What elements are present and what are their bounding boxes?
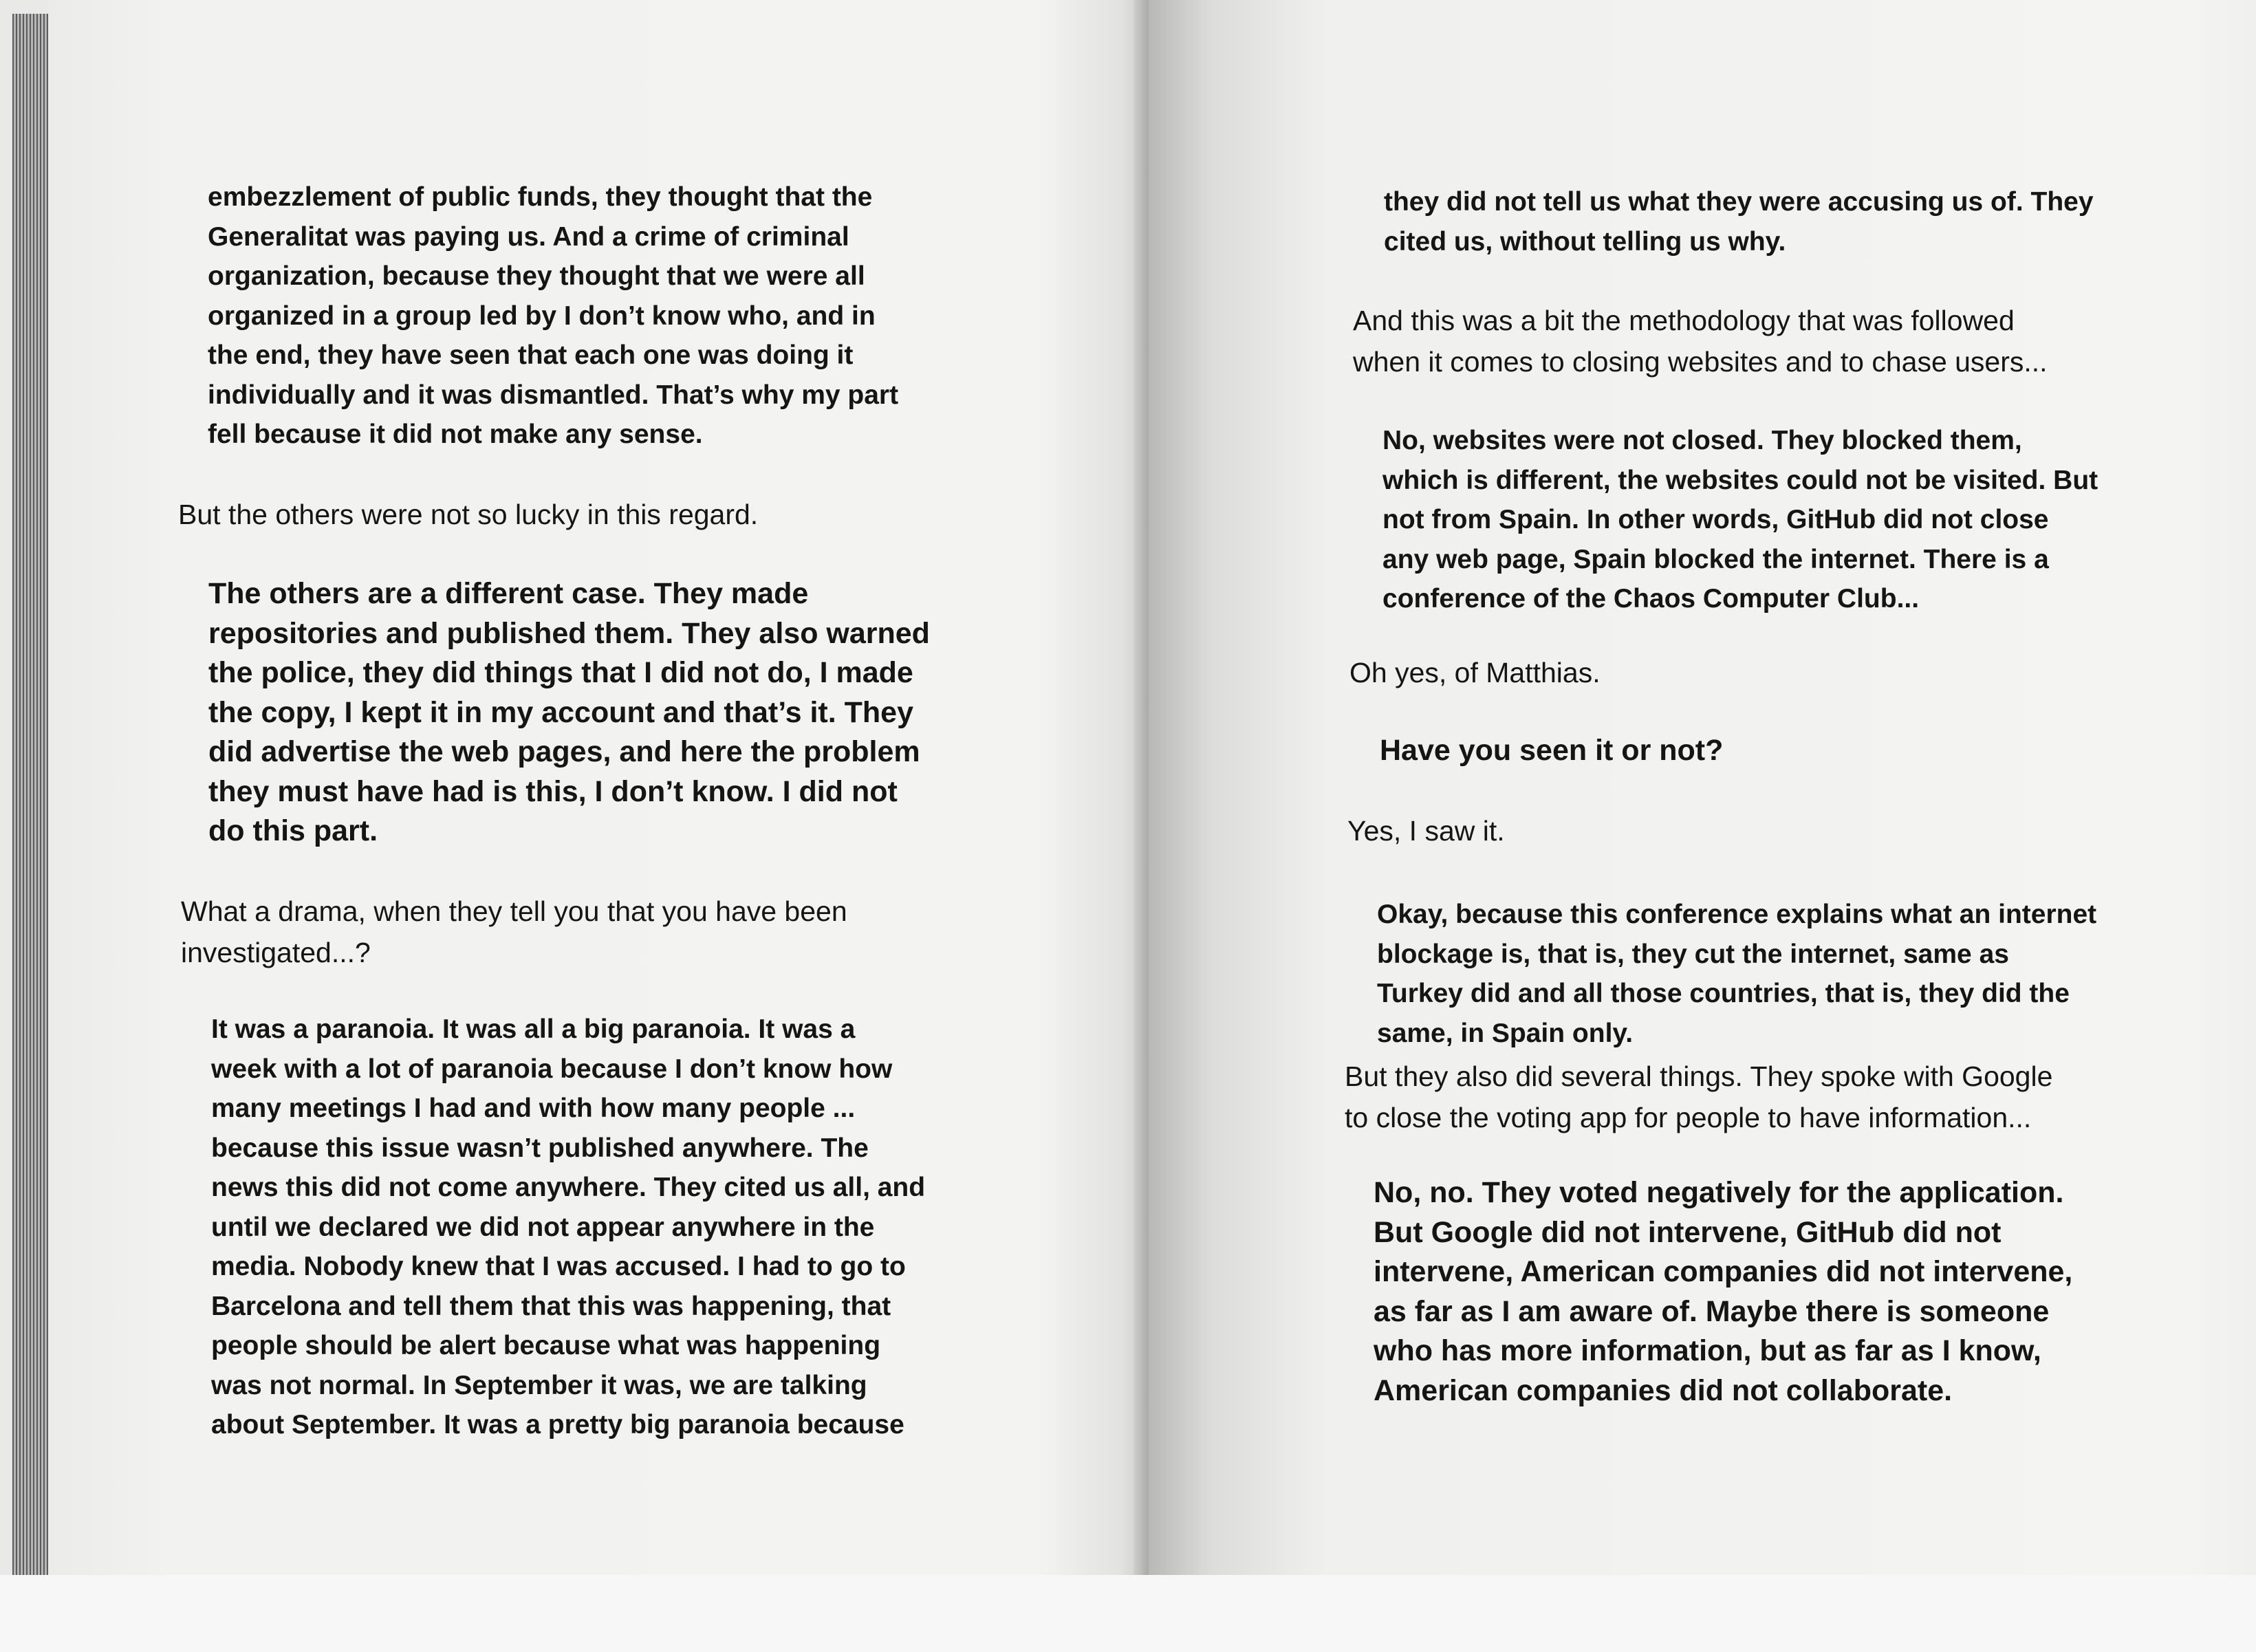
- text-line: Turkey did and all those countries, that is, they did the: [1377, 979, 2070, 1008]
- scan-background: [0, 1575, 2256, 1652]
- text-line: about September. It was a pretty big paranoia because: [211, 1410, 904, 1439]
- text-line: Oh yes, of Matthias.: [1349, 657, 1601, 688]
- question-paragraph: [181, 891, 847, 973]
- right-page-text: [1149, 0, 2256, 1575]
- text-line: blockage is, that is, they cut the internet, same as: [1377, 939, 2009, 969]
- text-line: Barcelona and tell them that this was happening, that: [211, 1291, 891, 1321]
- text-line: was not normal. In September it was, we are talking: [211, 1370, 867, 1400]
- text-line: But Google did not intervene, GitHub did not: [1374, 1215, 2002, 1249]
- text-line: embezzlement of public funds, they thought that the: [208, 182, 873, 212]
- text-line: American companies did not collaborate.: [1374, 1373, 1953, 1407]
- text-line: the police, they did things that I did not do, I made: [208, 656, 913, 689]
- left-page: [48, 0, 1156, 1575]
- text-line: Yes, I saw it.: [1347, 815, 1505, 847]
- text-line: the copy, I kept it in my account and that’s it. They: [208, 695, 913, 729]
- text-line: as far as I am aware of. Maybe there is someone: [1374, 1294, 2050, 1328]
- text-line: many meetings I had and with how many people ...: [211, 1094, 856, 1123]
- text-line: And this was a bit the methodology that was followed: [1353, 305, 2015, 336]
- text-line: who has more information, but as far as I know,: [1374, 1334, 2041, 1367]
- text-line: But they also did several things. They spoke with Google: [1345, 1061, 2053, 1092]
- text-line: because this issue wasn’t published anywhere. The: [211, 1133, 869, 1163]
- question-paragraph: [1345, 1056, 2052, 1138]
- text-line: fell because it did not make any sense.: [208, 420, 703, 449]
- text-line: conference of the Chaos Computer Club...: [1382, 584, 1920, 613]
- question-paragraph: [1349, 652, 1601, 693]
- answer-paragraph: [208, 574, 930, 851]
- text-line: repositories and published them. They also warned: [208, 616, 930, 650]
- answer-paragraph: [1380, 731, 1723, 771]
- text-line: which is different, the websites could not be visited. But: [1382, 465, 2098, 495]
- text-line: the end, they have seen that each one was doing it: [208, 340, 854, 370]
- answer-paragraph: [1384, 182, 2094, 261]
- text-line: Okay, because this conference explains what an internet: [1377, 900, 2097, 929]
- text-line: It was a paranoia. It was all a big paranoia. It was a: [211, 1014, 856, 1044]
- text-line: any web page, Spain blocked the internet. There is a: [1382, 544, 2049, 574]
- answer-paragraph: [1377, 895, 2096, 1053]
- text-line: people should be alert because what was happening: [211, 1331, 881, 1360]
- text-line: media. Nobody knew that I was accused. I had to go to: [211, 1252, 906, 1281]
- question-paragraph: [1353, 300, 2048, 382]
- text-line: intervene, American companies did not intervene,: [1374, 1255, 2073, 1288]
- text-line: news this did not come anywhere. They cited us all, and: [211, 1173, 926, 1202]
- text-line: The others are a different case. They made: [208, 577, 809, 610]
- text-line: Generalitat was paying us. And a crime of criminal: [208, 221, 849, 252]
- text-line: until we declared we did not appear anywhere in the: [211, 1212, 875, 1242]
- text-line: they did not tell us what they were accusing us of. They: [1384, 187, 2094, 217]
- text-line: not from Spain. In other words, GitHub did not close: [1382, 505, 2049, 534]
- text-line: organized in a group led by I don’t know who, and in: [208, 301, 876, 331]
- question-paragraph: [178, 494, 758, 535]
- right-page: [1149, 0, 2256, 1575]
- text-line: week with a lot of paranoia because I don’t know how: [211, 1054, 893, 1084]
- question-paragraph: [1347, 810, 1505, 851]
- text-line: No, websites were not closed. They blocked them,: [1382, 426, 2022, 455]
- left-page-text: [48, 0, 1156, 1575]
- text-line: when it comes to closing websites and to chase users...: [1353, 346, 2048, 378]
- text-line: organization, because they thought that we were all: [208, 261, 865, 291]
- text-line: to close the voting app for people to have information...: [1345, 1102, 2032, 1133]
- text-line: individually and it was dismantled. That’s why my part: [208, 380, 899, 410]
- answer-paragraph: [208, 177, 898, 455]
- text-line: same, in Spain only.: [1377, 1018, 1634, 1048]
- answer-paragraph: [1382, 421, 2098, 619]
- text-line: did advertise the web pages, and here the problem: [208, 735, 920, 768]
- text-line: do this part.: [208, 814, 378, 847]
- text-line: No, no. They voted negatively for the application.: [1374, 1176, 2064, 1209]
- answer-paragraph: [211, 1010, 925, 1445]
- text-line: Have you seen it or not?: [1380, 734, 1724, 767]
- answer-paragraph: [1374, 1173, 2072, 1411]
- text-line: But the others were not so lucky in this regard.: [178, 499, 759, 530]
- text-line: What a drama, when they tell you that you have been: [181, 895, 847, 927]
- text-line: they must have had is this, I don’t know. I did not: [208, 774, 898, 808]
- text-line: investigated...?: [181, 937, 371, 968]
- text-line: cited us, without telling us why.: [1384, 226, 1786, 257]
